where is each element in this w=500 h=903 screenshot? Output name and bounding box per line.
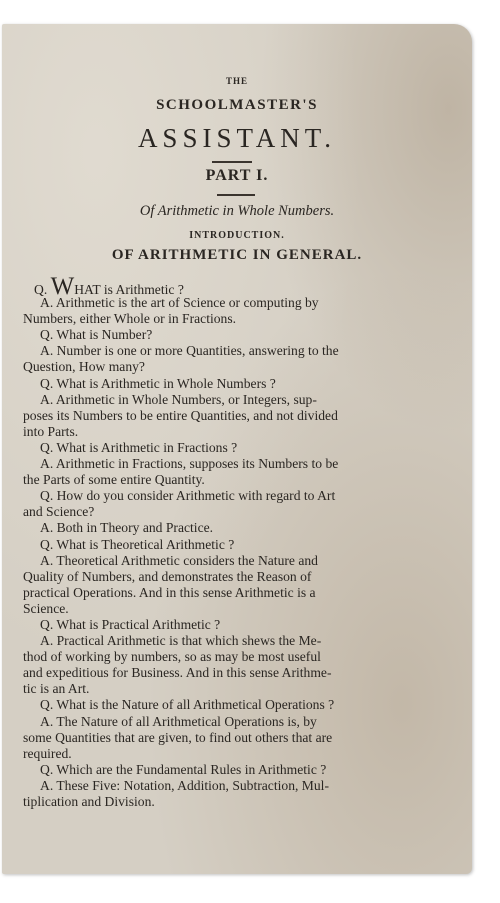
question-text: HAT is Arithmetic ? [74, 282, 184, 297]
assistant-title: ASSISTANT. [137, 123, 337, 153]
text-line: Question, How many? [23, 359, 145, 375]
introduction-heading: INTRODUCTION. [189, 230, 285, 241]
text-line: and expeditious for Business. And in this sense Arithme- [23, 665, 332, 681]
section-title: OF ARITHMETIC IN GENERAL. [111, 247, 363, 263]
text-line: Numbers, either Whole or in Fractions. [23, 311, 237, 327]
text-line: A. Practical Arithmetic is that which shews the Me- [40, 633, 322, 649]
text-line: tic is an Art. [23, 681, 90, 697]
text-line: Q. What is the Nature of all Arithmetical Operations ? [40, 697, 335, 713]
text-line: practical Operations. And in this sense Arithmetic is a [23, 584, 316, 600]
text-line: A. Arithmetic is the art of Science or computing by [40, 295, 319, 311]
text-line: A. Arithmetic in Fractions, supposes its Numbers to be [40, 456, 339, 472]
part-heading: PART I. [205, 167, 269, 184]
text-line: required. [23, 745, 72, 761]
question-prefix: Q. [34, 282, 51, 297]
text-line: A. These Five: Notation, Addition, Subtraction, Mul- [40, 777, 329, 793]
the-heading: THE [225, 76, 248, 86]
text-line: A. Theoretical Arithmetic considers the Nature and [40, 552, 318, 568]
text-line: Q. What is Practical Arithmetic ? [40, 616, 221, 632]
text-line: the Parts of some entire Quantity. [23, 472, 205, 488]
text-line: Science. [23, 600, 69, 616]
text-line: some Quantities that are given, to find out others that are [23, 729, 333, 745]
text-line: Q. What is Arithmetic in Whole Numbers ? [40, 375, 276, 391]
text-line: and Science? [23, 504, 95, 520]
catechism-text [23, 273, 433, 810]
text-line: Q. How do you consider Arithmetic with regard to Art [40, 488, 336, 504]
part-subtitle: Of Arithmetic in Whole Numbers. [139, 203, 335, 219]
text-line: thod of working by numbers, so as may be most useful [23, 649, 321, 665]
text-line: Quality of Numbers, and demonstrates the Reason of [23, 568, 312, 584]
text-line: Q. What is Number? [40, 327, 153, 343]
text-line: A. The Nature of all Arithmetical Operations is, by [40, 713, 317, 729]
text-line: A. Number is one or more Quantities, answering to the [40, 343, 339, 359]
book-page [2, 24, 472, 874]
text-line: Q. What is Theoretical Arithmetic ? [40, 536, 235, 552]
drop-cap: W [50, 273, 75, 300]
text-line: Q. What is Arithmetic in Fractions ? [40, 439, 238, 455]
question-line [23, 273, 433, 300]
text-line: A. Arithmetic in Whole Numbers, or Integers, sup- [40, 391, 317, 407]
text-line: A. Both in Theory and Practice. [40, 520, 214, 536]
title-rule [212, 161, 252, 163]
text-line: poses its Numbers to be entire Quantities, and not divided [23, 407, 338, 423]
part-rule [217, 194, 255, 196]
text-line: Q. Which are the Fundamental Rules in Arithmetic ? [40, 761, 327, 777]
text-line: tiplication and Division. [23, 794, 155, 809]
text-line: into Parts. [23, 423, 79, 439]
schoolmaster-heading: SCHOOLMASTER'S [156, 97, 318, 113]
